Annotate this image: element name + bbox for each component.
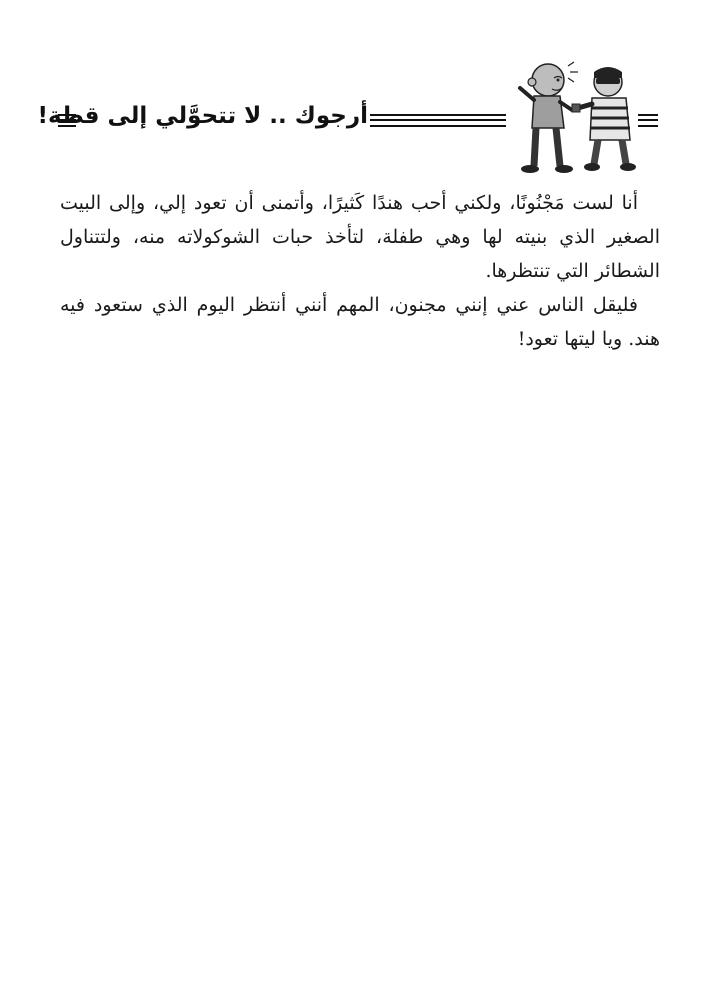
paragraph-1: أنا لست مَجْنُونًا، ولكني أحب هندًا كَثيرًا، وأتمنى أن تعود إلي، وإلى البيت الصغير الذي بنيته لها وهي طفلة، لتأخذ حبات الشوكولاته منه، ولتتناول الشطائر التي تنتظرها. xyxy=(60,192,660,282)
story-text xyxy=(60,186,660,356)
robber-figure xyxy=(572,67,636,171)
paragraph-2: فليقل الناس عني إنني مجنون، المهم أنني أنتظر اليوم الذي ستعود فيه هند. ويا ليتها تعود! xyxy=(60,294,660,350)
header-rule-right xyxy=(638,114,658,127)
chapter-header xyxy=(37,58,658,178)
header-rule-middle xyxy=(370,114,506,127)
boy-figure xyxy=(520,62,578,173)
cartoon-illustration xyxy=(508,58,648,178)
chapter-title: أرجوك .. لا تتحوَّلي إلى قطة! xyxy=(37,103,368,129)
